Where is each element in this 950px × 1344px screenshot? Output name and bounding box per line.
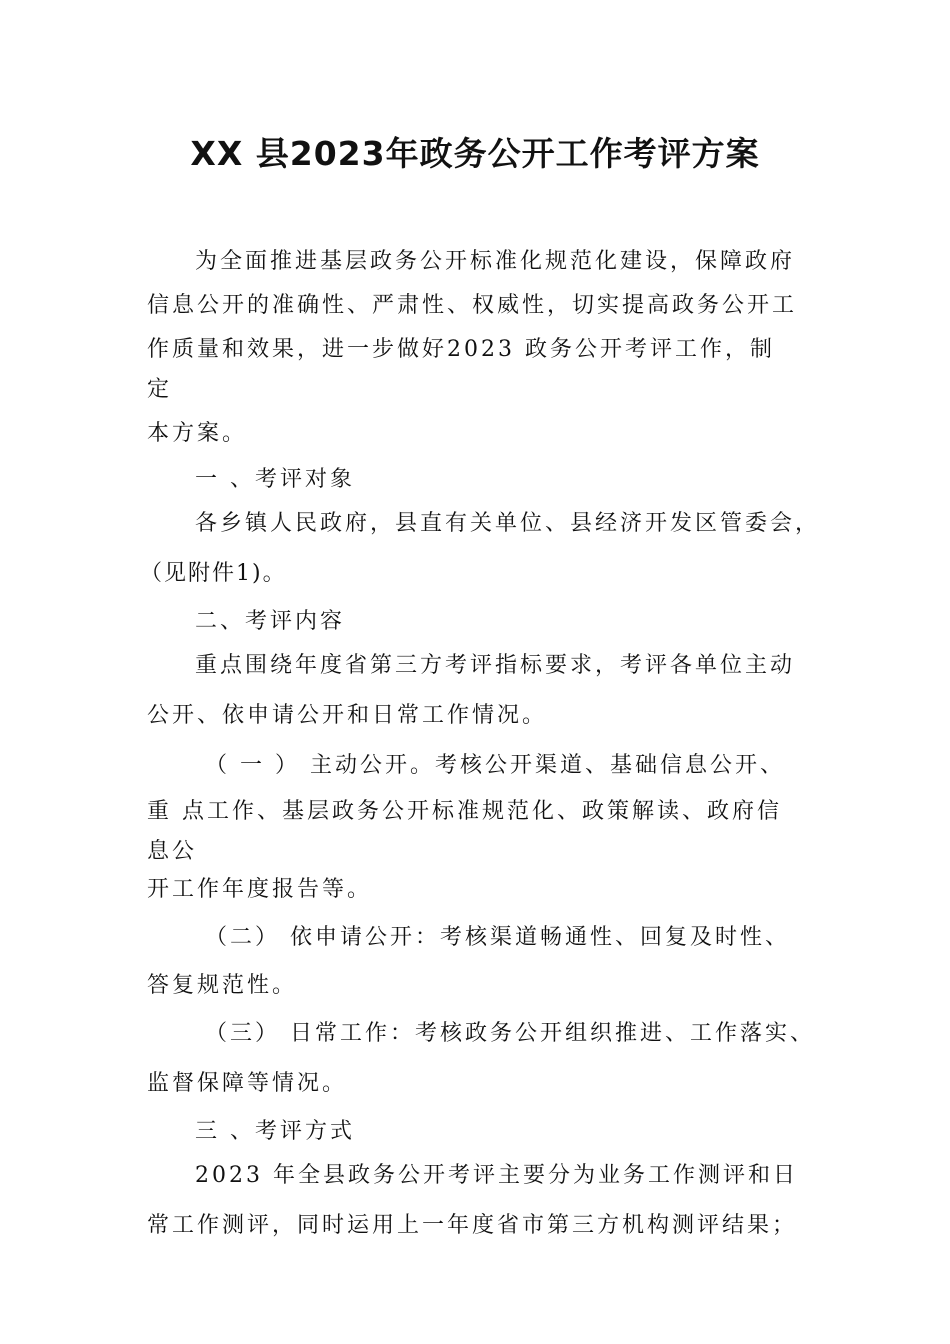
- section-heading: 一 、考评对象: [195, 467, 355, 492]
- paragraph-line: 2023 年全县政务公开考评主要分为业务工作测评和日: [195, 1163, 798, 1188]
- paragraph-line: 重 点工作、基层政务公开标准规范化、政策解读、政府信: [147, 799, 782, 824]
- paragraph-line: 开工作年度报告等。: [147, 877, 373, 902]
- paragraph-line: 常工作测评，同时运用上一年度省市第三方机构测评结果；: [147, 1213, 798, 1238]
- paragraph-line: （三） 日常工作：考核政务公开组织推进、工作落实、: [205, 1021, 815, 1046]
- paragraph-line: （ 一 ） 主动公开。考核公开渠道、基础信息公开、: [205, 753, 785, 778]
- paragraph-line: （二） 依申请公开：考核渠道畅通性、回复及时性、: [205, 925, 790, 950]
- paragraph-line: 作质量和效果，进一步做好2023 政务公开考评工作，制: [147, 337, 775, 362]
- section-heading: 二、考评内容: [195, 609, 346, 634]
- document-title: XX 县2023年政务公开工作考评方案: [190, 134, 760, 173]
- paragraph-line: 信息公开的准确性、严肃性、权威性，切实提高政务公开工: [147, 293, 798, 318]
- paragraph-line: （见附件1)。: [140, 561, 287, 586]
- paragraph-line: 为全面推进基层政务公开标准化规范化建设，保障政府: [195, 249, 796, 274]
- paragraph-line: 答复规范性。: [147, 973, 298, 998]
- paragraph-line: 重点围绕年度省第三方考评指标要求，考评各单位主动: [195, 653, 796, 678]
- paragraph-line: 息公: [147, 839, 198, 864]
- paragraph-line: 定: [147, 377, 173, 402]
- paragraph-line: 监督保障等情况。: [147, 1071, 348, 1096]
- paragraph-line: 各乡镇人民政府，县直有关单位、县经济开发区管委会，: [195, 511, 821, 536]
- paragraph-line: 公开、依申请公开和日常工作情况。: [147, 703, 548, 728]
- paragraph-line: 本方案。: [147, 421, 248, 446]
- section-heading: 三 、考评方式: [195, 1119, 355, 1144]
